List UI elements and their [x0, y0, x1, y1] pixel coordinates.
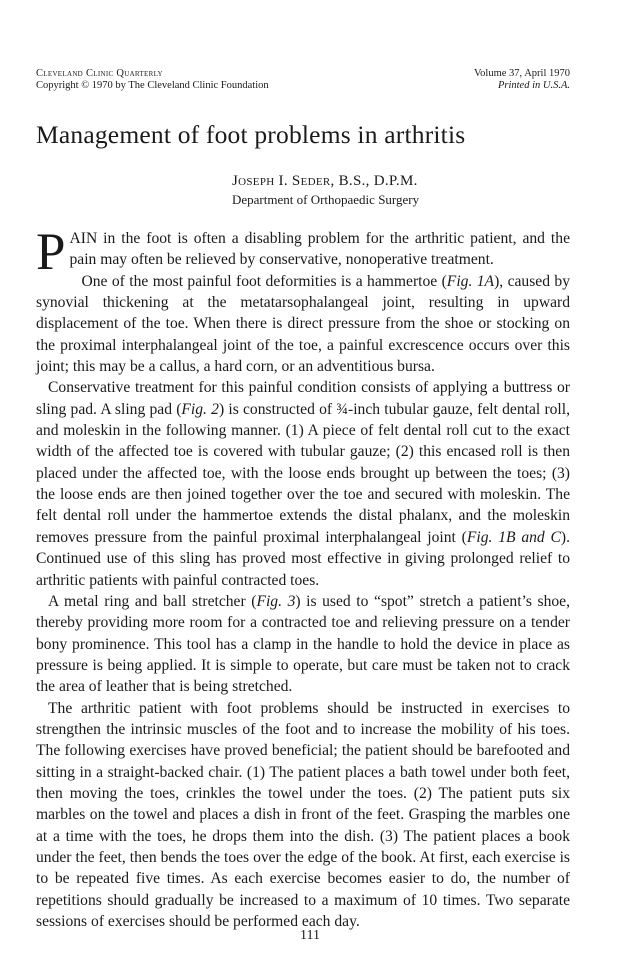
figure-ref: Fig. 3: [256, 592, 296, 610]
paragraph-2: One of the most painful foot deformities is a hammertoe (Fig. 1A), caused by synovial thickening at the metatarsophalangeal joint, resulting in upward displacement of the toe. When there is direct pressure from the shoe or stocking on the proximal interphalangeal joint of the toe, a painful excrescence occurs over this joint; this may be a callus, a hard corn, or an adventitious bursa.: [36, 272, 570, 376]
paragraph-4: A metal ring and ball stretcher (Fig. 3) is used to “spot” stretch a patient’s shoe, thereby providing more room for a contracted toe and relieving pressure on a tender bony prominence. This tool has a clamp in the handle to hold the device in place as pressure is being applied. It is simple to operate, but care must be taken not to crack the area of leather that is being stretched.: [36, 592, 570, 696]
drop-cap: P: [36, 223, 66, 281]
author-byline: Joseph I. Seder, B.S., D.P.M.: [232, 173, 418, 189]
figure-ref: Fig. 1A: [446, 272, 495, 290]
paragraph-5: The arthritic patient with foot problems should be instructed in exercises to strengthen the intrinsic muscles of the foot and to increase the mobility of his toes. The following exercises have proved beneficial; the patient should be barefooted and sitting in a straight-backed chair. (1) The patient places a bath towel under both feet, then moving the toes, crinkles the towel under the toes. (2) The patient puts six marbles on the towel and places a dish in front of the feet. Grasping the marbles one at a time with the toes, he drops them into the dish. (3) The patient places a book under the feet, then bends the toes over the edge of the book. At first, each exercise is to be repeated five times. As each exercise becomes easier to do, the number of repetitions should gradually be increased to a maximum of 10 times. Two separate sessions of exercises should be performed each day.: [36, 699, 570, 930]
volume-line: Volume 37, April 1970: [473, 68, 570, 79]
page-number: 111: [300, 928, 320, 943]
figure-ref: Fig. 1B and C: [466, 528, 561, 546]
article-title: Management of foot problems in arthritis: [36, 120, 466, 149]
figure-ref: Fig. 2: [181, 400, 219, 418]
journal-name: Cleveland Clinic Quarterly: [36, 68, 163, 79]
running-header-right: [474, 68, 570, 92]
paragraph-3: Conservative treatment for this painful condition consists of applying a buttress or sling pad. A sling pad (Fig. 2) is constructed of ¾-inch tubular gauze, felt dental roll, and moleskin in the following manner. (1) A piece of felt dental roll cut to the exact width of the affected toe is covered with tubular gauze; (2) this encased roll is then placed under the affected toe, with the loose ends brought up between the toes; (3) the loose ends are then joined together over the toe and secured with moleskin. The felt dental roll under the hammertoe extends the distal phalanx, and the moleskin removes pressure from the painful proximal interphalangeal joint (Fig. 1B and C). Continued use of this sling has proved most effective in giving prolonged relief to arthritic patients with painful contracted toes.: [36, 379, 570, 589]
author-department: Department of Orthopaedic Surgery: [232, 192, 420, 207]
printed-line: Printed in U.S.A.: [497, 80, 570, 91]
paragraph-1: PAIN in the foot is often a disabling problem for the arthritic patient, and the pain may often be relieved by conservative, nonoperative treatment.: [36, 223, 570, 281]
copyright-line: Copyright © 1970 by The Cleveland Clinic Foundation: [36, 80, 269, 91]
article-body: [36, 223, 570, 932]
running-header-left: [36, 68, 269, 92]
